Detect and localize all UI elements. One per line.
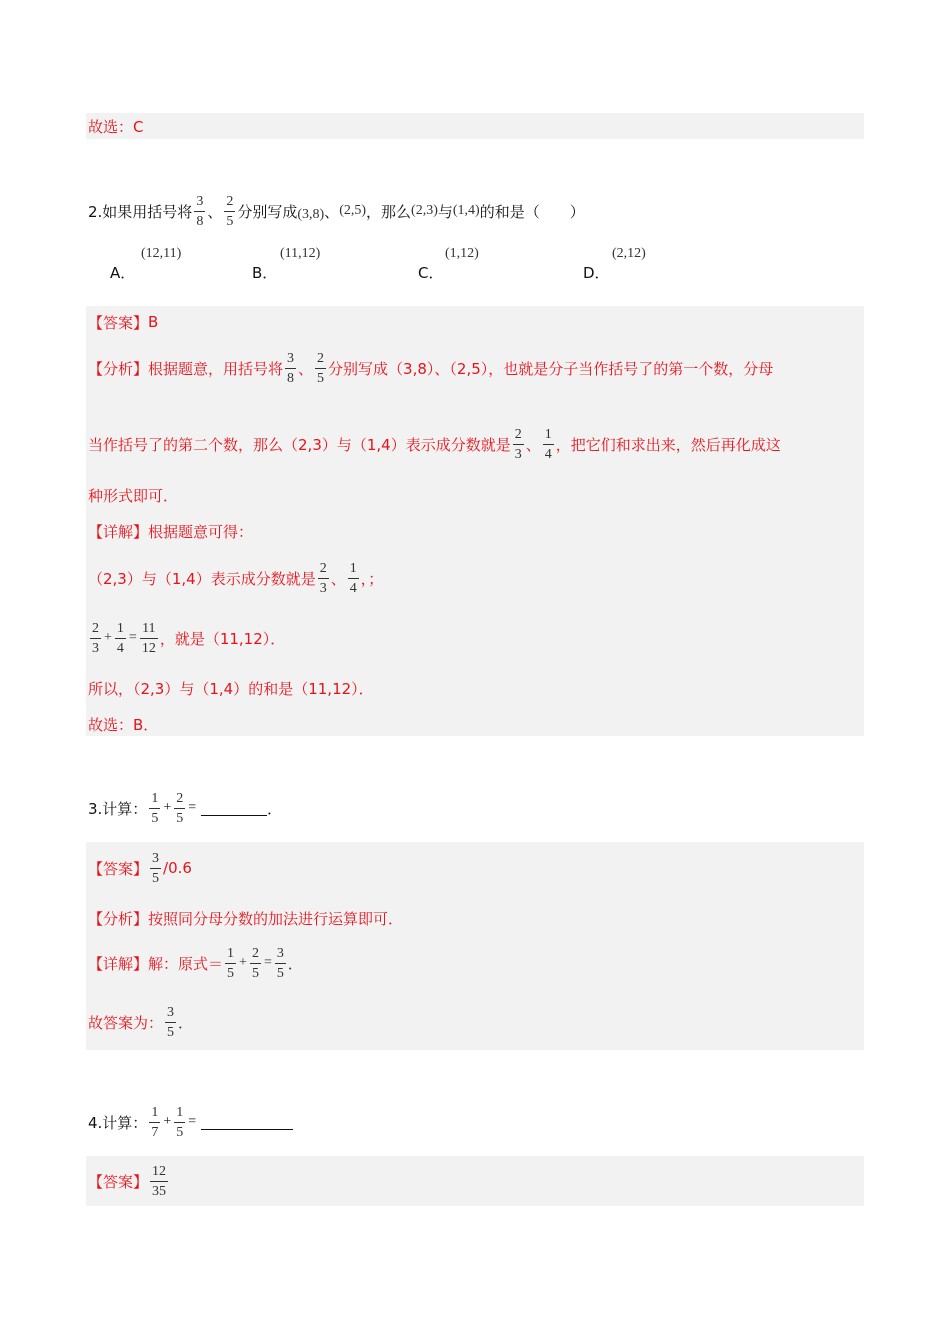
plus-sign: + (163, 800, 172, 815)
q2-sep1: 、 (207, 202, 223, 221)
analysis-text: 分别写成（3,8）、（2,5），也就是分子当作括号了的第一个数，分母 (328, 359, 774, 378)
answer-label: 【答案】 (88, 313, 149, 332)
sep: 、 (298, 359, 314, 378)
q3-prefix: 3.计算： (88, 799, 148, 818)
option-value: (11,12) (280, 246, 321, 261)
q2-suffix: 的和是（ ） (479, 202, 585, 221)
answer-label: 【答案】 (88, 1172, 149, 1191)
q2-analysis-line2 (88, 422, 781, 466)
period: ． (178, 1013, 194, 1032)
frac-11-12: $\frac{11}{12}$ (141, 620, 156, 656)
q1-choose (88, 115, 143, 137)
analysis-text: ，把它们和求出来，然后再化成这 (555, 435, 781, 454)
detail-text: （2,3）与（1,4）表示成分数就是 (88, 569, 316, 588)
option-letter: C． (418, 264, 444, 282)
q3-analysis (88, 907, 403, 929)
frac-2-3: $\frac{2}{3}$ (319, 560, 327, 596)
frac-2-3: $\frac{2}{3}$ (514, 426, 522, 462)
analysis-label: 【分析】 (88, 359, 149, 378)
q2-pair3: (2,3) (411, 203, 438, 218)
q1-tail-box (86, 113, 864, 139)
q3-detail (88, 941, 303, 985)
equals-sign: = (263, 955, 272, 970)
q2-sep2: 、 (324, 202, 340, 221)
analysis-text: 当作括号了的第二个数，那么（2,3）与（1,4）表示成分数就是 (88, 435, 511, 454)
frac-3-5: $\frac{3}{5}$ (276, 945, 284, 981)
q4-answer-box (86, 1156, 864, 1206)
equals-sign: = (188, 800, 197, 815)
option-letter: D． (583, 264, 610, 282)
q2-pair1: (3,8) (297, 207, 325, 222)
q3-answer (88, 846, 192, 890)
answer-value: B (148, 313, 159, 331)
analysis-text: 种形式即可． (88, 486, 179, 505)
q2-prefix: 2.如果用括号将 (88, 202, 193, 221)
detail-text: 根据题意可得： (148, 522, 254, 541)
frac-3-5: $\frac{3}{5}$ (152, 850, 160, 886)
q3-final (88, 1000, 193, 1044)
equals-sign: = (188, 1114, 197, 1129)
q1-choose-text: 故选：C (88, 117, 144, 136)
plus-sign: + (239, 955, 247, 970)
answer-label: 【答案】 (88, 859, 149, 878)
q2-mid3: 与 (437, 202, 453, 221)
q4-prefix: 4.计算： (88, 1113, 148, 1132)
plus-sign: + (104, 630, 112, 645)
q2-stem (88, 190, 585, 232)
frac-2-3: $\frac{2}{3}$ (92, 620, 99, 656)
q2-choose (88, 713, 158, 735)
q3-period: ． (267, 799, 283, 818)
q2-option-c[interactable] (418, 246, 538, 280)
q2-option-d[interactable] (583, 246, 703, 280)
frac-2-5: $\frac{2}{5}$ (317, 350, 325, 386)
analysis-text: 按照同分母分数的加法进行运算即可． (148, 909, 404, 928)
q2-frac-2-5: $\frac{2}{5}$ (226, 193, 234, 229)
q4-stem (88, 1100, 293, 1144)
q4-answer (88, 1159, 170, 1203)
frac-3-5: $\frac{3}{5}$ (167, 1004, 175, 1040)
frac-1-4: $\frac{1}{4}$ (544, 426, 552, 462)
q2-equation (88, 616, 285, 660)
q2-detail-line2 (88, 556, 383, 600)
analysis-label: 【分析】 (88, 909, 149, 928)
q2-pair4: (1,4) (452, 203, 480, 218)
q2-mid2: ，那么 (366, 202, 412, 221)
answer-blank[interactable] (201, 801, 267, 816)
sep: 、 (330, 569, 346, 588)
analysis-text: 根据题意，用括号将 (148, 359, 284, 378)
frac-2-5: $\frac{2}{5}$ (251, 945, 259, 981)
option-value: (12,11) (141, 246, 182, 261)
detail-label: 【详解】 (88, 522, 149, 541)
frac-3-8: $\frac{3}{8}$ (287, 350, 295, 386)
q2-frac-3-8: $\frac{3}{8}$ (196, 193, 204, 229)
frac-2-5: $\frac{2}{5}$ (176, 790, 184, 826)
frac-1-4: $\frac{1}{4}$ (116, 620, 124, 656)
frac-1-7: $\frac{1}{7}$ (151, 1104, 159, 1140)
equals-sign: = (128, 630, 137, 645)
frac-12-35: $\frac{12}{35}$ (152, 1163, 167, 1199)
q2-so (88, 677, 374, 699)
q2-answer (88, 311, 158, 333)
q2-analysis-line3 (88, 484, 178, 506)
q2-analysis-line1 (88, 346, 773, 390)
so-text: 所以，（2,3）与（1,4）的和是（11,12）． (88, 679, 374, 698)
sep: 、 (525, 435, 541, 454)
detail-text: ，就是（11,12）． (159, 629, 286, 648)
q2-pair2: (2,5) (339, 203, 367, 218)
q2-mid1: 分别写成 (237, 202, 298, 221)
detail-label: 【详解】 (88, 954, 149, 973)
q2-option-a[interactable] (110, 246, 230, 280)
option-letter: B． (252, 264, 278, 282)
option-letter: A． (110, 264, 136, 282)
q2-option-b[interactable] (252, 246, 372, 280)
final-text: 故答案为： (88, 1013, 164, 1032)
frac-1-5: $\frac{1}{5}$ (151, 790, 159, 826)
q3-stem (88, 786, 282, 830)
option-value: (2,12) (612, 246, 646, 261)
period: ． (287, 954, 303, 973)
answer-alt: /0.6 (163, 859, 192, 877)
detail-text: 解：原式＝ (148, 954, 224, 973)
frac-1-5: $\frac{1}{5}$ (176, 1104, 184, 1140)
plus-sign: + (163, 1114, 172, 1129)
choose-text: 故选：B． (88, 715, 159, 734)
detail-text: ，； (360, 569, 384, 588)
q2-detail-line1 (88, 520, 253, 542)
frac-1-4: $\frac{1}{4}$ (349, 560, 357, 596)
option-value: (1,12) (445, 246, 479, 261)
answer-blank[interactable] (201, 1115, 293, 1130)
frac-1-5: $\frac{1}{5}$ (227, 945, 235, 981)
